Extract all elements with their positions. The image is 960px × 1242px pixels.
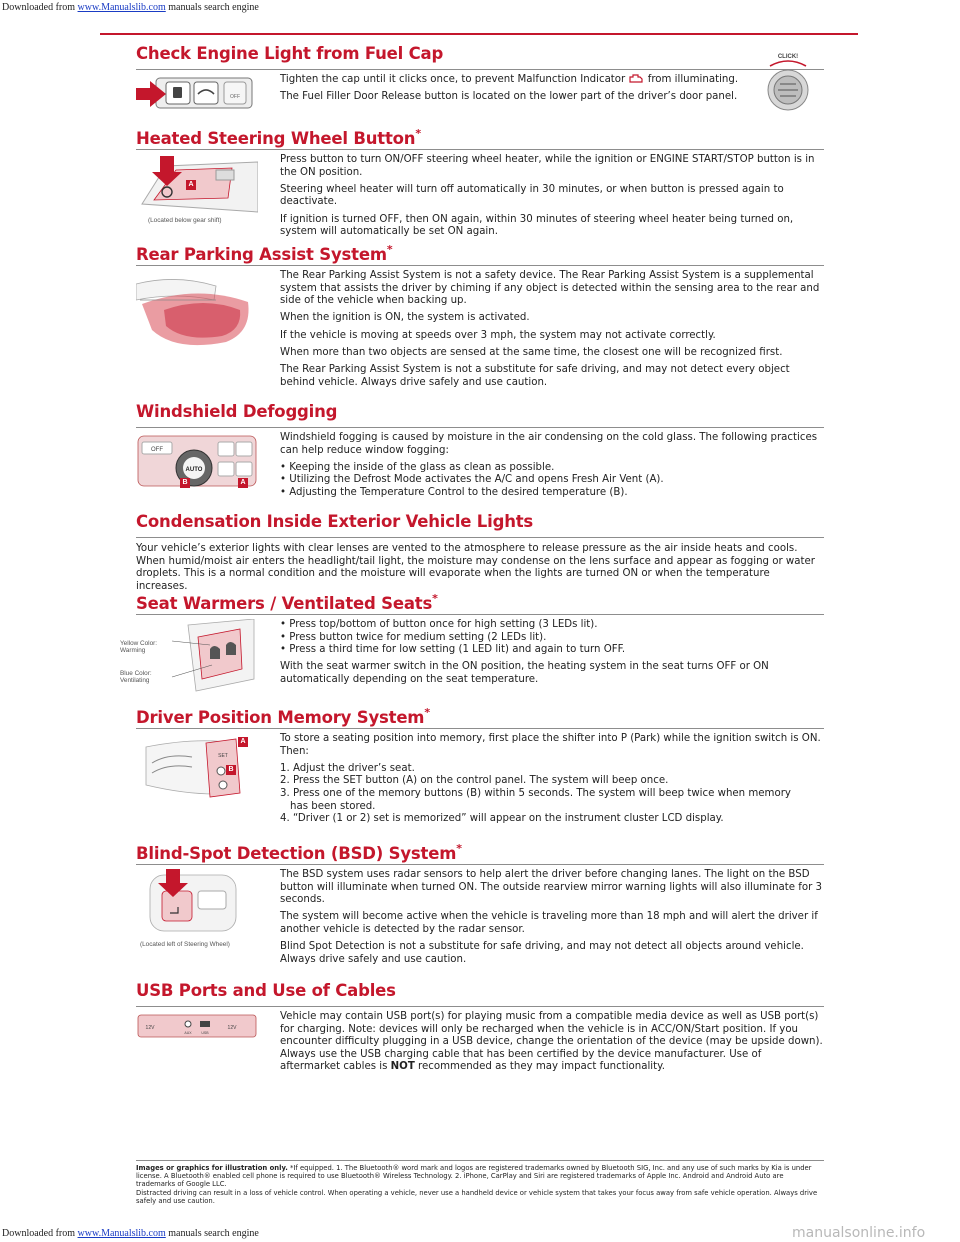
manualsonline-watermark: manualsonline.info: [792, 1225, 926, 1241]
rear-sensor-zone-icon: [136, 270, 258, 354]
section-title: Heated Steering Wheel Button*: [136, 127, 421, 148]
fuel-door-button-figure: [136, 74, 258, 118]
section-usb-ports: USB Ports and Use of Cables 12V 12V AUX USB Vehicle may contain USB port(s) for playing music from a compatible media device as well as USB port(s) for charging. Note: devices will only be recharged when the vehicle is in ACC/ON/Start position. If you encounter difficulty plugging in a USB device, change the orientation of the device (may be upside down). Always use the USB charging cable that has been certified by the device manufacturer. Use of aftermarket cables is NOT recommended as they may impact functionality.: [136, 981, 823, 1073]
fuel-door-switch-icon: [136, 74, 258, 114]
section-driver-memory: Driver Position Memory System* SET A B To store a seating position into memory, first place the shifter into P (Park) while the ignition switch is ON. Then: 1. Adjust the driver’s seat. 2. Press the SET button (A) on the control panel. The system will beep once. 3. Press one of the memory buttons (B) within 5 seconds. The system will beep twice when memory has been stored. 4. “Driver (1 or 2) set is memorized” will appear on the instrument cluster LCD display.: [136, 703, 824, 839]
rear-parking-figure: [136, 270, 258, 360]
section-title: Rear Parking Assist System*: [136, 243, 393, 264]
section-title: Check Engine Light from Fuel Cap: [136, 44, 444, 63]
section-fuel-cap: Check Engine Light from Fuel Cap OFF Tighten the cap until it clicks once, to prevent Malfunction Indicator from illuminating. The Fuel Filler Door Release button is located on the lower part of the driver’s door panel. CLICK!: [136, 44, 824, 124]
divider: [136, 537, 824, 538]
svg-text:CLICK!: CLICK!: [777, 54, 799, 60]
section-title: USB Ports and Use of Cables: [136, 981, 396, 1000]
manualslib-link[interactable]: www.Manualslib.com: [77, 2, 166, 13]
svg-text:12V: 12V: [227, 1025, 237, 1031]
heated-wheel-button-icon: [136, 154, 258, 218]
section-blind-spot: Blind-Spot Detection (BSD) System* (Located left of Steering Wheel) The BSD system uses radar sensors to help alert the driver before changing lanes. The light on the BSD button will illuminate when turned ON. The outside rearview mirror warning lights will also illuminate for 3 seconds. The system will become active when the vehicle is traveling more than 18 mph and will alert the driver if another vehicle is detected by the radar sensor. Blind Spot Detection is not a substitute for safe driving, and may not detect all objects around vehicle. Always drive safely and use caution.: [136, 839, 824, 981]
section-title: Condensation Inside Exterior Vehicle Lights: [136, 512, 534, 531]
seat-switch-icon: [136, 619, 258, 695]
section-title: Seat Warmers / Ventilated Seats*: [136, 592, 438, 613]
section-seat-warmers: Seat Warmers / Ventilated Seats* Yellow Color: Warming Blue Color: Ventilating • Press top/bottom of button once for high setting (3 LEDs lit). • Press button twice for medium setting (2 LEDs lit). • Press a third time for low setting (1 LED lit) and again to turn OFF. With the seat warmer switch in the ON position, the heating system in the seat turns OFF or ON automatically depending on the seat temperature.: [136, 589, 824, 703]
check-engine-icon: [628, 74, 644, 83]
divider: [136, 149, 824, 150]
svg-text:12V: 12V: [145, 1025, 155, 1031]
section-title: Driver Position Memory System*: [136, 706, 430, 727]
download-banner: Downloaded from www.Manualslib.com manuals search engine: [2, 2, 259, 13]
svg-text:SET: SET: [218, 753, 228, 759]
fuel-cap-icon: [750, 50, 820, 112]
heated-wheel-figure: A (Located below gear shift): [136, 154, 258, 234]
fuel-cap-figure: [750, 54, 824, 118]
section-windshield-defog: Windshield Defogging OFF AUTO B A Windshield fogging is caused by moisture in the air condensing on the cold glass. The following practices can help reduce window fogging: • Keeping the inside of the glass as clean as possible. • Utilizing the Defrost Mode activates the A/C and opens Fresh Air Vent (A). • Adjusting the Temperature Control to the desired temperature (B).: [136, 402, 824, 512]
divider: [136, 864, 824, 865]
seat-warmer-figure: Yellow Color: Warming Blue Color: Ventilating: [136, 619, 258, 695]
bsd-switch-icon: [136, 869, 258, 939]
section-condensation: Condensation Inside Exterior Vehicle Lights Your vehicle’s exterior lights with clear lenses are vented to the atmosphere to release pressure as the air inside heats and cools. When humid/moist air enters the headlight/tail light, the moisture may condense on the lens surface and appear as fogging or water droplets. This is a normal condition and the moisture will evaporate when the lights are turned ON or when the temperature increases.: [136, 512, 824, 589]
section-title: Windshield Defogging: [136, 402, 338, 421]
section-title: Blind-Spot Detection (BSD) System*: [136, 842, 462, 863]
top-red-rule: [100, 33, 858, 35]
bsd-button-figure: (Located left of Steering Wheel): [136, 869, 258, 955]
divider: [136, 1006, 824, 1007]
climate-control-figure: OFF AUTO B A: [136, 432, 258, 494]
svg-text:AUTO: AUTO: [185, 467, 203, 473]
svg-text:AUX: AUX: [184, 1031, 192, 1035]
svg-text:OFF: OFF: [230, 94, 240, 100]
svg-text:OFF: OFF: [151, 447, 163, 453]
section-heated-steering: Heated Steering Wheel Button* A (Located below gear shift) Press button to turn ON/OFF steering wheel heater, while the ignition or ENGINE START/STOP button is in the ON position. Steering wheel heater will turn off automatically in 30 minutes, or when button is pressed again to deactivate. If ignition is turned OFF, then ON again, within 30 minutes of steering wheel heater being turned on, system will automatically be set ON again.: [136, 124, 824, 240]
footer-disclaimer: Images or graphics for illustration only. *If equipped. 1. The Bluetooth® word mark and logos are registered trademarks owned by Bluetooth SIG, Inc. and any use of such marks by Kia is under license. A Bluetooth® enabled cell phone is required to use Bluetooth® Wireless Technology. 2. iPhone, CarPlay and Siri are registered trademarks of Apple Inc. Android and Android Auto are trademarks of Google LLC. Distracted driving can result in a loss of vehicle control. When operating a vehicle, never use a handheld device or vehicle system that takes your focus away from safe vehicle operation. Always drive safely and use caution.: [136, 1160, 824, 1205]
memory-button-figure: SET A B: [136, 733, 258, 803]
section-rear-parking: Rear Parking Assist System* The Rear Parking Assist System is not a safety device. The Rear Parking Assist System is a supplemental system that assists the driver by chiming if any object is detected within the sensing area to the rear and side of the vehicle when backing up. When the ignition is ON, the system is activated. If the vehicle is moving at speeds over 3 mph, the system may not activate correctly. When more than two objects are sensed at the same time, the closest one will be recognized first. The Rear Parking Assist System is not a substitute for safe driving, and may not detect every object behind vehicle. Always drive safely and use caution.: [136, 240, 824, 402]
download-watermark: Downloaded from www.Manualslib.com manuals search engine: [2, 1228, 259, 1239]
usb-panel-icon: [136, 1011, 258, 1041]
divider: [136, 728, 824, 729]
manualslib-link-bottom[interactable]: www.Manualslib.com: [77, 1228, 166, 1239]
divider: [136, 265, 824, 266]
divider: [136, 69, 824, 70]
usb-ports-figure: [136, 1011, 258, 1045]
divider: [136, 427, 824, 428]
svg-text:USB: USB: [201, 1031, 209, 1035]
page-content: [120, 44, 824, 1077]
divider: [136, 614, 824, 615]
